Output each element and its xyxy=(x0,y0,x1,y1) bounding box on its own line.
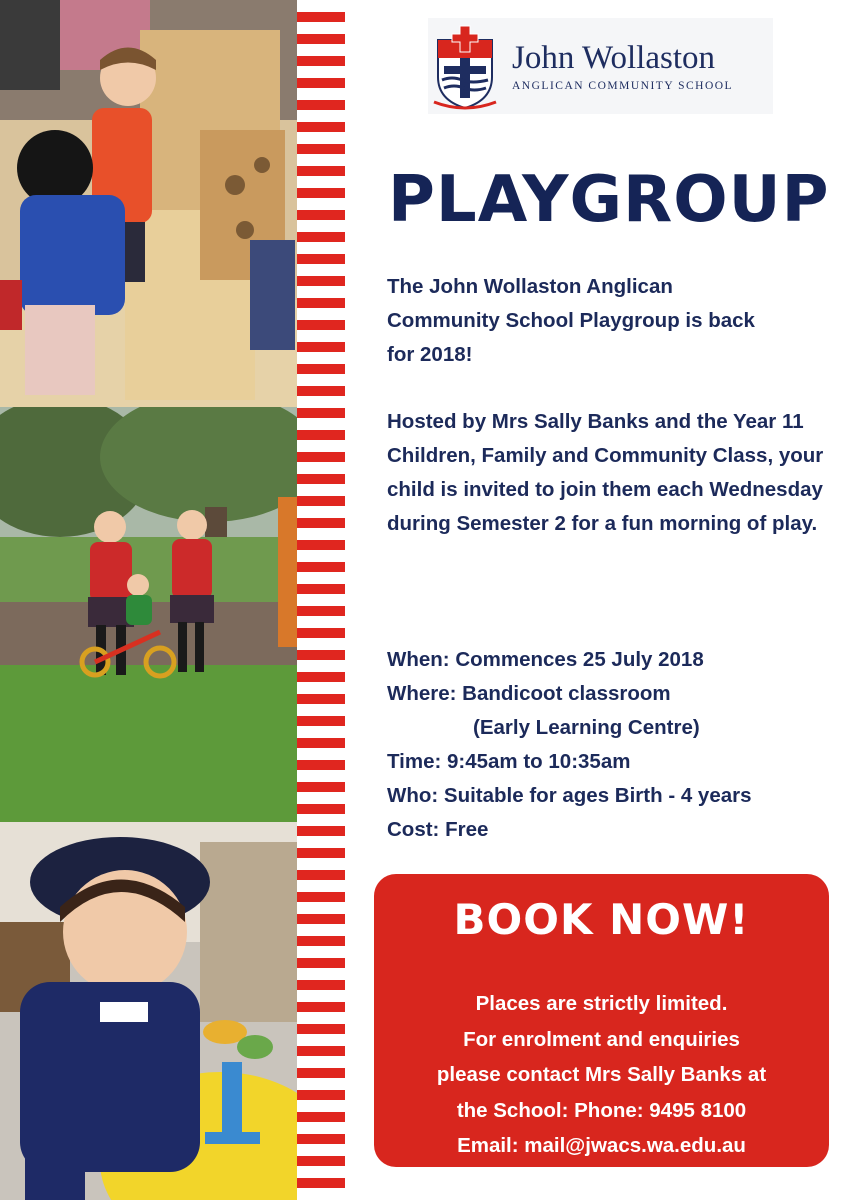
detail-where: Where: Bandicoot classroom xyxy=(387,682,671,705)
hosted-text: Hosted by Mrs Sally Banks and the Year 11 Children, Family and Community Class, your child is invited to join them each Wednesday during Semester 2 for a fun morning of play. xyxy=(387,410,824,535)
booking-phone: the School: Phone: 9495 8100 xyxy=(456,1098,747,1122)
booking-line: please contact Mrs Sally Banks at xyxy=(436,1063,767,1086)
school-name: John Wollaston xyxy=(512,40,715,76)
booking-email: Email: mail@jwacs.wa.edu.au xyxy=(457,1134,746,1157)
intro-text: The John Wollaston Anglican Community School Playgroup is back for 2018! xyxy=(387,275,755,366)
intro-paragraph xyxy=(387,270,787,372)
school-logo xyxy=(428,18,773,114)
book-now-panel xyxy=(374,874,829,1167)
detail-cost: Cost: Free xyxy=(387,818,489,841)
school-crest-icon xyxy=(432,22,498,110)
booking-info xyxy=(374,986,829,1164)
detail-where-sub: (Early Learning Centre) xyxy=(473,716,700,739)
photo-column xyxy=(0,0,297,1200)
detail-who: Who: Suitable for ages Birth - 4 years xyxy=(387,784,752,807)
booking-line: For enrolment and enquiries xyxy=(463,1027,740,1051)
hosted-paragraph xyxy=(387,405,827,541)
booking-line: Places are strictly limited. xyxy=(475,992,728,1015)
detail-when: When: Commences 25 July 2018 xyxy=(387,648,704,671)
photo-child-in-hat xyxy=(0,822,297,1200)
photo-students-tricycle xyxy=(0,407,297,822)
school-subtitle: ANGLICAN COMMUNITY SCHOOL xyxy=(512,80,734,92)
detail-time: Time: 9:45am to 10:35am xyxy=(387,750,631,773)
photo-children-toy-kitchen xyxy=(0,0,297,407)
event-details xyxy=(387,643,837,847)
red-white-stripe-divider xyxy=(297,0,345,1200)
book-now-heading: BOOK NOW! xyxy=(453,895,750,944)
page-title: PLAYGROUP xyxy=(388,163,830,237)
